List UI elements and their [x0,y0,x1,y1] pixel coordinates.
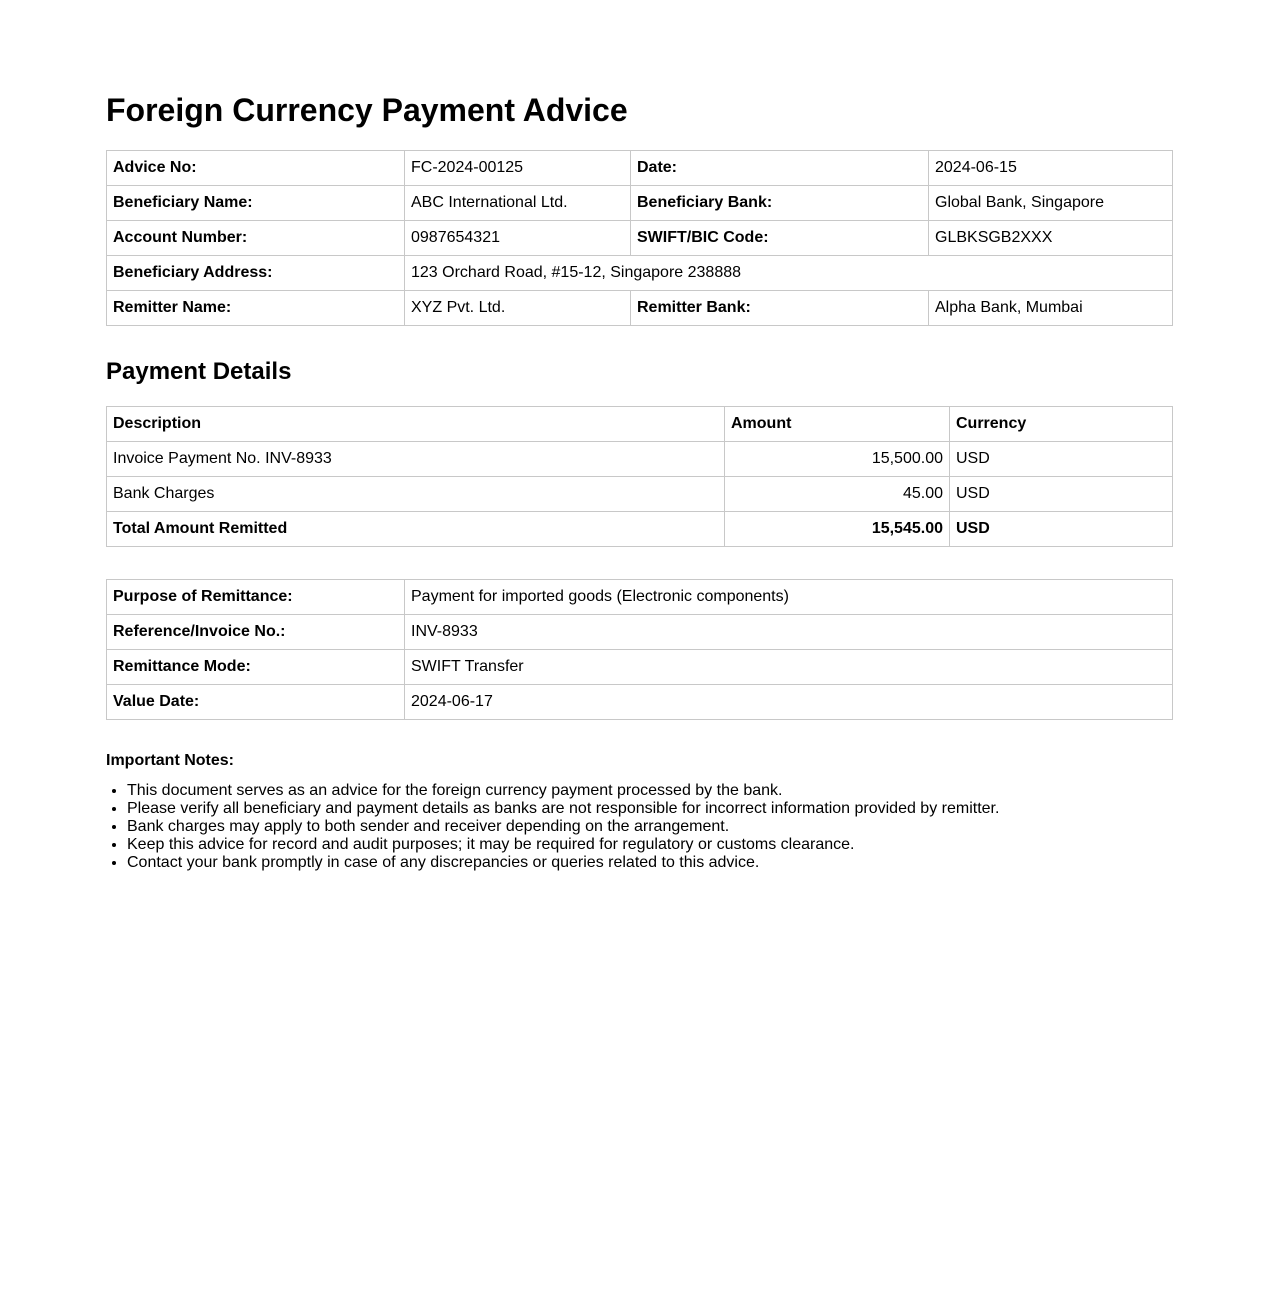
table-row [107,151,1173,186]
notes-list [106,782,1172,872]
beneficiary-bank-label: Beneficiary Bank: [631,186,929,221]
payment-description: Bank Charges [107,477,725,512]
advice-header-table [106,150,1173,326]
swift-code-label: SWIFT/BIC Code: [631,221,929,256]
notes-title: Important Notes: [106,752,234,769]
reference-value: INV-8933 [405,615,1173,650]
account-number-label: Account Number: [107,221,405,256]
reference-label: Reference/Invoice No.: [107,615,405,650]
payment-amount: 15,500.00 [725,442,950,477]
date-value: 2024-06-15 [929,151,1173,186]
total-currency: USD [950,512,1173,547]
beneficiary-address-value: 123 Orchard Road, #15-12, Singapore 238888 [405,256,1173,291]
remittance-mode-label: Remittance Mode: [107,650,405,685]
advice-no-value: FC-2024-00125 [405,151,631,186]
remitter-bank-value: Alpha Bank, Mumbai [929,291,1173,326]
table-row [107,291,1173,326]
remitter-bank-label: Remitter Bank: [631,291,929,326]
list-item: • Bank charges may apply to both sender and receiver depending on the arrangement. [127,818,1172,836]
payment-currency: USD [950,477,1173,512]
purpose-label: Purpose of Remittance: [107,580,405,615]
beneficiary-name-label: Beneficiary Name: [107,186,405,221]
beneficiary-name-value: ABC International Ltd. [405,186,631,221]
value-date-value: 2024-06-17 [405,685,1173,720]
table-header-row [107,407,1173,442]
column-header-currency: Currency [950,407,1173,442]
swift-code-value: GLBKSGB2XXX [929,221,1173,256]
total-row [107,512,1173,547]
list-item: • Contact your bank promptly in case of any discrepancies or queries related to this advice. [127,854,1172,872]
payment-details-heading: Payment Details [106,358,292,385]
remitter-name-label: Remitter Name: [107,291,405,326]
remittance-info-table [106,579,1173,720]
advice-no-label: Advice No: [107,151,405,186]
column-header-amount: Amount [725,407,950,442]
table-row [107,442,1173,477]
table-row [107,650,1173,685]
payment-amount: 45.00 [725,477,950,512]
list-item: • Keep this advice for record and audit purposes; it may be required for regulatory or customs clearance. [127,836,1172,854]
table-row [107,186,1173,221]
table-row [107,685,1173,720]
beneficiary-bank-value: Global Bank, Singapore [929,186,1173,221]
table-row [107,615,1173,650]
payment-description: Invoice Payment No. INV-8933 [107,442,725,477]
date-label: Date: [631,151,929,186]
payment-currency: USD [950,442,1173,477]
account-number-value: 0987654321 [405,221,631,256]
table-row [107,256,1173,291]
table-row [107,477,1173,512]
value-date-label: Value Date: [107,685,405,720]
table-row [107,221,1173,256]
total-amount: 15,545.00 [725,512,950,547]
total-description: Total Amount Remitted [107,512,725,547]
payment-details-table [106,406,1173,547]
list-item: • Please verify all beneficiary and payment details as banks are not responsible for incorrect information provided by remitter. [127,800,1172,818]
table-row [107,580,1173,615]
beneficiary-address-label: Beneficiary Address: [107,256,405,291]
important-notes [106,752,1172,872]
page-title: Foreign Currency Payment Advice [106,92,628,128]
list-item: • This document serves as an advice for the foreign currency payment processed by the bank. [127,782,1172,800]
remittance-mode-value: SWIFT Transfer [405,650,1173,685]
column-header-description: Description [107,407,725,442]
purpose-value: Payment for imported goods (Electronic components) [405,580,1173,615]
remitter-name-value: XYZ Pvt. Ltd. [405,291,631,326]
